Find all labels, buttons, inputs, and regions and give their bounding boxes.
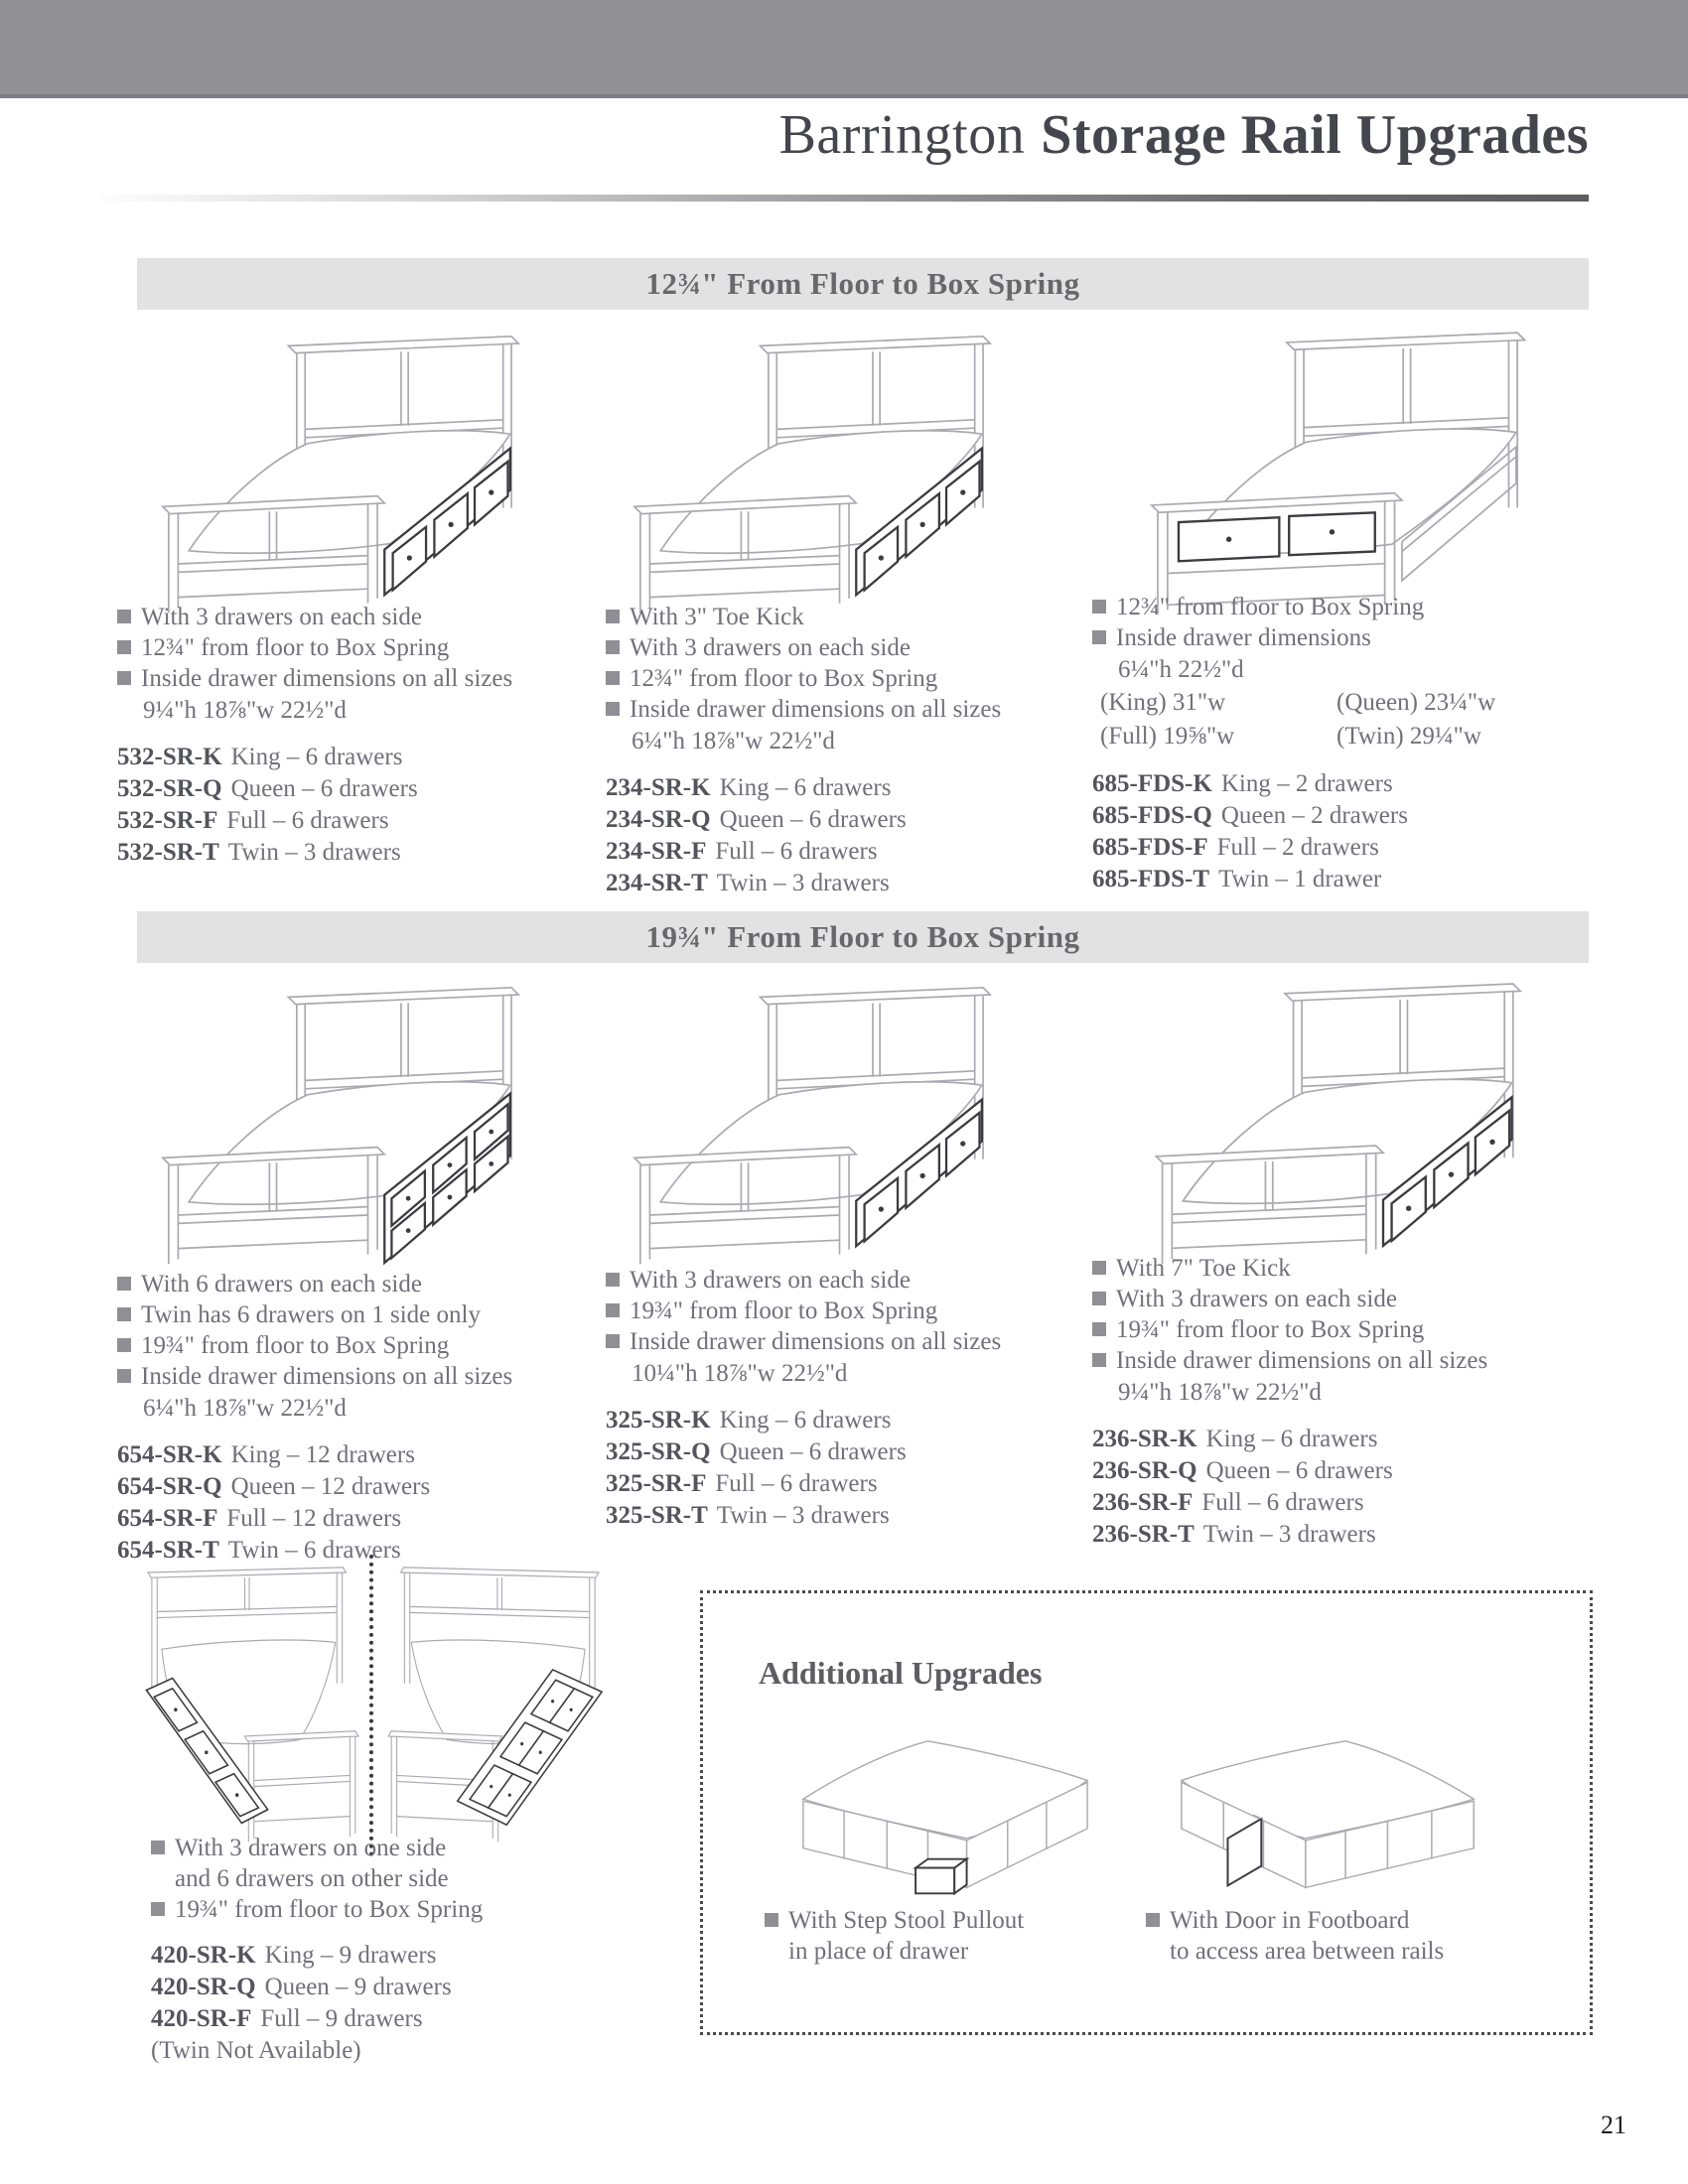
product-list [151,1940,588,2067]
bed-illustration-234 [611,320,1038,617]
product-line [1092,832,1589,864]
product-code: 234-SR-F [606,838,707,865]
feature-bullet [117,1361,594,1392]
product-line [151,2003,588,2035]
product-list [606,1405,1082,1532]
spec-column-325 [606,1265,1082,1532]
spec-column-420 [151,1833,588,2067]
product-line [117,1503,594,1535]
product-desc: Queen – 6 drawers [1205,1457,1393,1484]
product-desc: Queen – 9 drawers [264,1974,452,2000]
bed-illustration-door-in-footboard [1148,1720,1505,1927]
size-width-cell: (Twin) 29¼"w [1336,723,1481,750]
product-line [1092,864,1589,895]
feature-bullet [1092,1345,1589,1376]
drawer-dimensions: 9¼"h 18⅞"w 22½"d [143,697,347,724]
product-code: 654-SR-K [117,1441,222,1468]
title-product-name: Storage Rail Upgrades [1041,104,1589,166]
feature-bullet [1092,1253,1589,1284]
feature-text: 19¾" from floor to Box Spring [630,1297,938,1324]
product-list [1092,1424,1589,1551]
section-band-12-75: 12¾" From Floor to Box Spring [137,258,1589,310]
bullet-square-icon [606,1303,620,1317]
size-width-table [1100,686,1589,753]
feature-bullet [117,602,589,632]
feature-bullet [117,1299,594,1330]
feature-text: 12¾" from floor to Box Spring [630,665,938,692]
page-number: 21 [1601,2111,1626,2139]
feature-text: With 3 drawers on each side [630,1267,911,1294]
product-line [1092,1487,1589,1519]
spec-column-654 [117,1269,594,1567]
bullet-square-icon [117,1338,131,1352]
bullet-square-icon [1092,630,1106,644]
product-code: 236-SR-F [1092,1489,1194,1516]
feature-text: With 7" Toe Kick [1116,1255,1291,1282]
top-gray-bar [0,0,1688,98]
feature-bullet [606,663,1082,694]
bullet-square-icon [1146,1913,1160,1927]
size-width-row [1100,720,1589,753]
drawer-dimensions: 6¼"h 18⅞"w 22½"d [143,1395,347,1422]
product-line [117,1439,594,1471]
product-code: 532-SR-T [117,839,219,866]
product-line [117,742,589,773]
product-code: 236-SR-K [1092,1426,1197,1452]
bullet-square-icon [765,1913,778,1927]
caption-text-continued: in place of drawer [788,1938,969,1965]
product-desc: King – 6 drawers [230,744,403,770]
product-desc: King – 9 drawers [264,1942,437,1969]
feature-text: 19¾" from floor to Box Spring [175,1896,484,1923]
feature-text: Inside drawer dimensions on all sizes [1116,1347,1488,1374]
bullet-square-icon [1092,1261,1106,1275]
product-list [117,742,589,869]
product-line [151,1940,588,1972]
product-desc: Full – 6 drawers [1201,1489,1364,1516]
product-desc: King – 12 drawers [230,1441,415,1468]
bullet-square-icon [1092,1322,1106,1336]
product-code: 325-SR-T [606,1502,708,1529]
feature-bullet [117,1269,594,1299]
size-width-row [1100,686,1589,720]
feature-bullet [606,1296,1082,1326]
feature-bullet [1092,592,1589,622]
product-desc: Twin – 3 drawers [716,1502,890,1529]
product-desc: Queen – 6 drawers [719,1438,907,1465]
feature-text: Inside drawer dimensions on all sizes [141,665,513,692]
bullet-square-icon [117,610,131,623]
product-line [1092,1519,1589,1551]
product-line [606,1436,1082,1468]
feature-text: With 3 drawers on each side [141,604,422,630]
product-line [1092,768,1589,800]
product-code: 532-SR-F [117,807,218,834]
feature-bullet [1092,622,1589,653]
product-line [117,837,589,869]
title-collection-name: Barrington [778,104,1026,166]
product-desc: Full – 9 drawers [260,2005,423,2032]
product-code: 325-SR-F [606,1470,707,1497]
additional-upgrades-box [700,1590,1593,2035]
bullet-square-icon [606,1334,620,1348]
feature-bullet [606,1265,1082,1296]
product-line [117,773,589,805]
bed-illustration-420-left-view [131,1561,361,1850]
product-code: 420-SR-Q [151,1974,256,2000]
feature-text: Inside drawer dimensions on all sizes [630,1328,1002,1355]
product-list [1092,768,1589,895]
bed-illustration-236 [1132,967,1569,1269]
caption-text-continued: to access area between rails [1170,1938,1445,1965]
product-line [117,1471,594,1503]
product-code: 685-FDS-K [1092,770,1212,797]
bullet-square-icon [151,1841,165,1854]
product-desc: King – 6 drawers [1205,1426,1378,1452]
product-line [606,804,1082,836]
product-line [606,772,1082,804]
product-desc: Full – 12 drawers [226,1505,402,1532]
feature-bullet [151,1833,588,1863]
feature-bullet [117,663,589,694]
feature-bullet [606,694,1082,725]
product-code: 654-SR-F [117,1505,218,1532]
bed-illustration-420-right-view [385,1561,616,1850]
bullet-square-icon [606,1273,620,1287]
bed-illustration-654 [139,971,566,1269]
caption-step-stool [765,1905,1024,1967]
product-line [1092,1455,1589,1487]
drawer-dimensions: 6¼"h 18⅞"w 22½"d [632,728,835,754]
product-desc: Full – 2 drawers [1216,834,1379,861]
product-desc: Full – 6 drawers [226,807,389,834]
bed-illustration-685 [1132,316,1574,619]
feature-bullet [151,1894,588,1925]
feature-text: Inside drawer dimensions on all sizes [141,1363,513,1390]
availability-note: (Twin Not Available) [151,2037,361,2064]
product-code: 234-SR-K [606,774,711,801]
feature-text: Inside drawer dimensions on all sizes [630,696,1002,723]
product-desc: Twin – 3 drawers [716,870,890,896]
bullet-square-icon [117,1307,131,1321]
feature-text: With 3 drawers on each side [1116,1286,1397,1312]
product-code: 685-FDS-T [1092,866,1210,892]
product-desc: Twin – 3 drawers [1202,1521,1376,1548]
product-desc: King – 6 drawers [719,1407,892,1433]
size-width-cell: (Full) 19⅝"w [1100,723,1235,750]
bullet-square-icon [606,671,620,685]
product-line [606,868,1082,899]
feature-bullet [117,1330,594,1361]
caption-door-footboard [1146,1905,1444,1967]
product-code: 420-SR-F [151,2005,252,2032]
size-width-cell: (King) 31"w [1100,689,1226,716]
product-line [606,836,1082,868]
product-desc: Queen – 12 drawers [230,1473,431,1500]
feature-bullet [1092,1284,1589,1314]
bullet-square-icon [117,671,131,685]
product-line [1092,1424,1589,1455]
product-desc: Twin – 6 drawers [227,1537,401,1564]
product-desc: King – 2 drawers [1220,770,1393,797]
product-desc: Queen – 6 drawers [719,806,907,833]
spec-column-532 [117,602,589,869]
spec-column-236 [1092,1253,1589,1551]
product-desc: Twin – 3 drawers [227,839,401,866]
drawer-dimensions: 6¼"h 22½"d [1118,656,1244,683]
feature-text-continued: and 6 drawers on other side [175,1865,449,1892]
feature-text: With 3" Toe Kick [630,604,804,630]
feature-text: 12¾" from floor to Box Spring [141,634,450,661]
product-line [1092,800,1589,832]
product-code: 325-SR-Q [606,1438,711,1465]
dotted-divider [369,1555,373,1856]
product-code: 234-SR-T [606,870,708,896]
additional-upgrades-title: Additional Upgrades [759,1655,1043,1691]
bullet-square-icon [1092,1292,1106,1305]
product-line [606,1500,1082,1532]
bullet-square-icon [117,1277,131,1291]
feature-text: 12¾" from floor to Box Spring [1116,594,1425,620]
product-code: 532-SR-K [117,744,222,770]
drawer-dimensions: 10¼"h 18⅞"w 22½"d [632,1360,848,1387]
feature-bullet [606,1326,1082,1357]
bed-illustration-532 [139,320,566,617]
product-desc: Full – 6 drawers [715,838,878,865]
product-desc: Full – 6 drawers [715,1470,878,1497]
bullet-square-icon [606,610,620,623]
product-line [117,805,589,837]
product-code: 532-SR-Q [117,775,222,802]
feature-bullet [606,632,1082,663]
product-code: 654-SR-Q [117,1473,222,1500]
bullet-square-icon [606,702,620,716]
feature-text: Twin has 6 drawers on 1 side only [141,1301,481,1328]
feature-text: With 3 drawers on one side [175,1835,447,1861]
product-desc: King – 6 drawers [719,774,892,801]
product-code: 236-SR-T [1092,1521,1195,1548]
product-desc: Queen – 6 drawers [230,775,418,802]
feature-text: 19¾" from floor to Box Spring [141,1332,450,1359]
bullet-square-icon [117,1369,131,1383]
product-code: 685-FDS-F [1092,834,1208,861]
bullet-square-icon [1092,1353,1106,1367]
caption-text: With Step Stool Pullout [788,1907,1025,1934]
product-code: 325-SR-K [606,1407,711,1433]
spec-column-685 [1092,592,1589,895]
product-code: 236-SR-Q [1092,1457,1197,1484]
product-line [606,1468,1082,1500]
title-underline-rule [99,195,1589,202]
drawer-dimensions: 9¼"h 18⅞"w 22½"d [1118,1379,1322,1406]
product-list [117,1439,594,1567]
feature-bullet [1092,1314,1589,1345]
caption-text: With Door in Footboard [1170,1907,1410,1934]
spec-column-234 [606,602,1082,899]
bullet-square-icon [606,640,620,654]
product-code: 420-SR-K [151,1942,256,1969]
product-code: 654-SR-T [117,1537,219,1564]
product-desc: Queen – 2 drawers [1220,802,1408,829]
feature-bullet [606,602,1082,632]
feature-text: 19¾" from floor to Box Spring [1116,1316,1425,1343]
size-width-cell: (Queen) 23¼"w [1336,689,1496,716]
product-code: 234-SR-Q [606,806,711,833]
section-band-19-75: 19¾" From Floor to Box Spring [137,911,1589,963]
feature-bullet [117,632,589,663]
bed-illustration-step-stool-pullout [773,1720,1120,1927]
product-line [606,1405,1082,1436]
feature-text: With 6 drawers on each side [141,1271,422,1297]
bullet-square-icon [1092,600,1106,614]
bullet-square-icon [151,1902,165,1916]
bed-illustration-325 [611,971,1038,1269]
feature-text: Inside drawer dimensions [1116,624,1371,651]
product-code: 685-FDS-Q [1092,802,1212,829]
feature-text: With 3 drawers on each side [630,634,911,661]
product-desc: Twin – 1 drawer [1218,866,1382,892]
product-line [151,1972,588,2003]
bullet-square-icon [117,640,131,654]
page-title [0,103,1589,167]
product-list [606,772,1082,899]
